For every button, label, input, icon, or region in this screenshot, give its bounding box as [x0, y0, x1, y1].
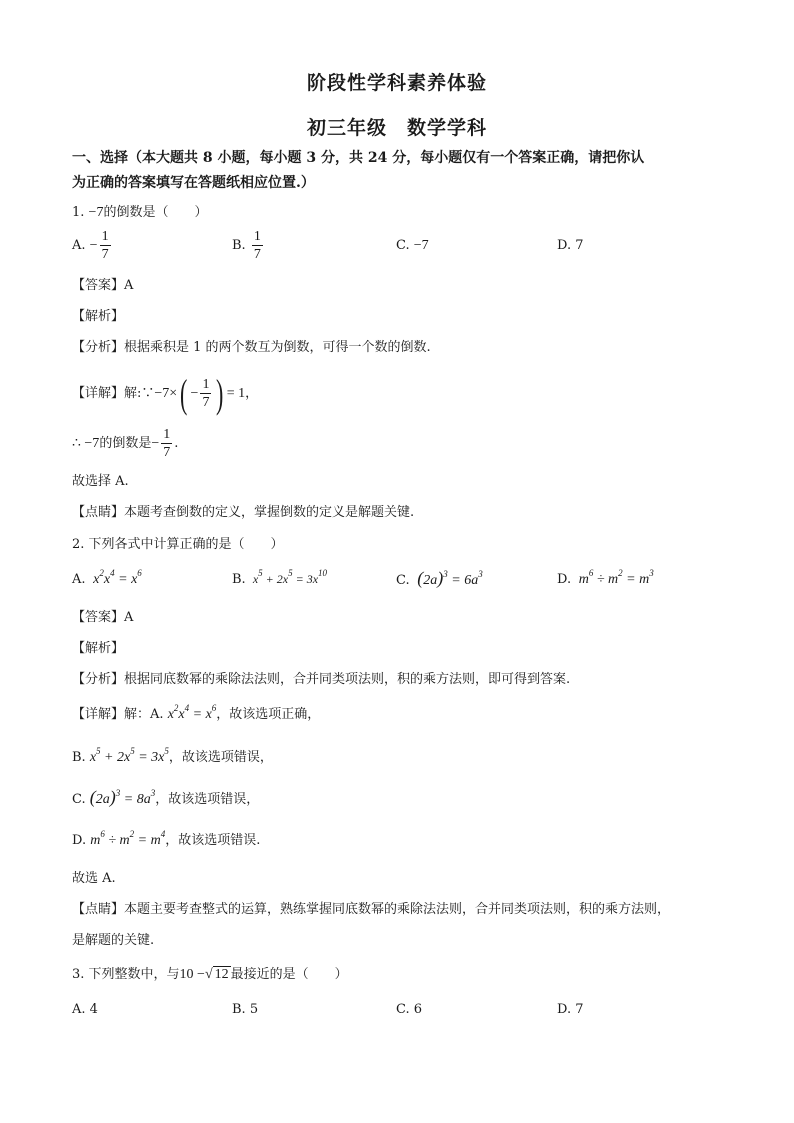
fenxi-line [72, 336, 431, 355]
question-1-option-c [396, 238, 429, 254]
math-expression: ∴ −7 [72, 436, 100, 451]
fenxi-text: 根据同底数幂的乘除法法则，合并同类项法则，积的乘方法则，即可得到答案. [124, 672, 571, 687]
punctuation: ， [245, 386, 259, 401]
option-label: C. [72, 792, 86, 807]
section-instructions-line1: 一、选择（本大题共 8 小题，每小题 3 分，共 24 分，每小题仅有一个答案正确，请把你认 [72, 150, 645, 166]
math-expression: −7× [154, 386, 178, 401]
xiangjie-line-b [72, 746, 273, 766]
question-1-option-b [232, 228, 265, 263]
question-number: 1. [72, 205, 85, 220]
math-expression: $x^2x^4 = x^6$ [89, 568, 142, 587]
math-expression: $m^6 \div m^2 = m^3$ [575, 568, 654, 587]
option-label: A. [72, 572, 86, 587]
fraction [200, 376, 211, 411]
page-title: 阶段性学科素养体验 [306, 72, 487, 94]
dianjing-tag: 【点睛】 [72, 902, 125, 917]
question-3-option-d: D. 7 [557, 1002, 584, 1017]
question-3-option-c: C. 6 [396, 1002, 423, 1017]
sqrt-sign: √ [204, 967, 213, 982]
fenxi-line [72, 668, 570, 687]
xiangjie-line-a [72, 703, 320, 723]
xiangjie-line-d [72, 829, 260, 849]
question-2-stem: 2. 下列各式中计算正确的是（ ） [72, 537, 284, 552]
math-expression: $m^6 \div m^2 = m^4$ [90, 829, 166, 848]
math-expression: $(2a)^3 = 6a^3$ [417, 568, 483, 588]
dianjing-tag: 【点睛】 [72, 505, 125, 520]
therefore-text: 的倒数是 [99, 436, 152, 451]
denominator: 7 [253, 247, 261, 262]
math-expression: −7 [88, 205, 104, 220]
choose-line: 故选 A. [72, 871, 116, 886]
conclusion-text: ，故该选项正确， [216, 707, 321, 722]
denominator: 7 [202, 395, 210, 410]
minus-sign: − [190, 386, 199, 401]
question-text: 最接近的是（ ） [230, 967, 348, 982]
dianjing-line-1 [72, 898, 670, 917]
math-expression: $x^5 + 2x^5 = 3x^{10}$ [249, 568, 328, 586]
question-3-option-b: B. 5 [232, 1002, 259, 1017]
question-1-option-a [72, 228, 113, 263]
question-2-option-c [396, 568, 483, 589]
denominator: 7 [163, 445, 171, 460]
question-text: 的倒数是（ ） [103, 205, 208, 220]
numerator: 1 [101, 229, 109, 244]
conclusion-text: ，故该选项错误， [168, 750, 273, 765]
answer-line [72, 606, 133, 625]
xiangjie-tag: 【详解】 [72, 707, 125, 722]
question-1-stem [72, 201, 207, 221]
answer-tag: 【答案】 [72, 610, 125, 625]
dianjing-text: 本题考查倒数的定义，掌握倒数的定义是解题关键. [124, 505, 415, 520]
minus-sign: − [89, 238, 98, 253]
dianjing-line [72, 501, 414, 520]
question-3-stem [72, 963, 348, 983]
option-label: A. [72, 238, 86, 253]
conclusion-text: ，故该选项错误， [155, 792, 260, 807]
xiangjie-lead: 解:∵ [124, 386, 155, 401]
minus-sign: − [151, 436, 160, 451]
option-label: B. [232, 238, 246, 253]
conclusion-text: ，故该选项错误. [165, 833, 261, 848]
option-label: D. [557, 572, 572, 587]
fraction [252, 228, 263, 263]
xiangjie-line [72, 370, 258, 417]
right-paren: ) [216, 371, 224, 416]
option-label: B. [232, 572, 246, 587]
answer-tag: 【答案】 [72, 278, 125, 293]
fraction [100, 228, 111, 263]
question-3-option-a: A. 4 [72, 1002, 98, 1017]
analysis-tag: 【解析】 [72, 641, 125, 656]
radicand: 12 [214, 967, 229, 982]
numerator: 1 [163, 427, 171, 442]
analysis-tag: 【解析】 [72, 309, 125, 324]
answer-value: A [124, 610, 134, 625]
question-2-option-d [557, 568, 654, 588]
dianjing-line-2: 是解题的关键. [72, 933, 155, 948]
xiangjie-tag: 【详解】 [72, 386, 125, 401]
denominator: 7 [101, 247, 109, 262]
math-expression: 10 − [179, 967, 205, 982]
answer-value: A [124, 278, 134, 293]
math-expression: $x^2x^4 = x^6$ [167, 703, 217, 722]
question-1-option-d: D. 7 [557, 238, 584, 253]
numerator: 1 [253, 229, 261, 244]
fenxi-text: 根据乘积是 1 的两个数互为倒数，可得一个数的倒数. [124, 340, 431, 355]
option-label: C. [396, 238, 410, 253]
dianjing-text: 本题主要考查整式的运算，熟练掌握同底数幂的乘除法法则，合并同类项法则，积的乘方法则， [124, 902, 671, 917]
math-expression: = 1 [226, 386, 246, 401]
numerator: 1 [202, 377, 210, 392]
math-expression: $(2a)^3 = 8a^3$ [89, 787, 156, 807]
answer-line [72, 274, 133, 293]
option-label: B. [72, 750, 86, 765]
punctuation: . [174, 436, 179, 451]
question-2-option-a [72, 568, 142, 588]
option-label: D. [72, 833, 87, 848]
choose-line: 故选择 A. [72, 474, 129, 489]
left-paren: ( [180, 371, 188, 416]
question-2-option-b [232, 568, 327, 587]
fenxi-tag: 【分析】 [72, 340, 125, 355]
question-text: 3. 下列整数中，与 [72, 967, 180, 982]
therefore-line [72, 426, 178, 461]
option-value: −7 [413, 238, 429, 253]
option-label: C. [396, 573, 410, 588]
xiangjie-lead: 解：A. [124, 707, 164, 722]
page-subtitle: 初三年级 数学学科 [306, 117, 487, 139]
fraction [161, 426, 172, 461]
fenxi-tag: 【分析】 [72, 672, 125, 687]
section-instructions-line2: 为正确的答案填写在答题纸相应位置.） [72, 175, 315, 191]
math-expression: $x^5 + 2x^5 = 3x^5$ [89, 746, 169, 765]
xiangjie-line-c [72, 787, 259, 808]
